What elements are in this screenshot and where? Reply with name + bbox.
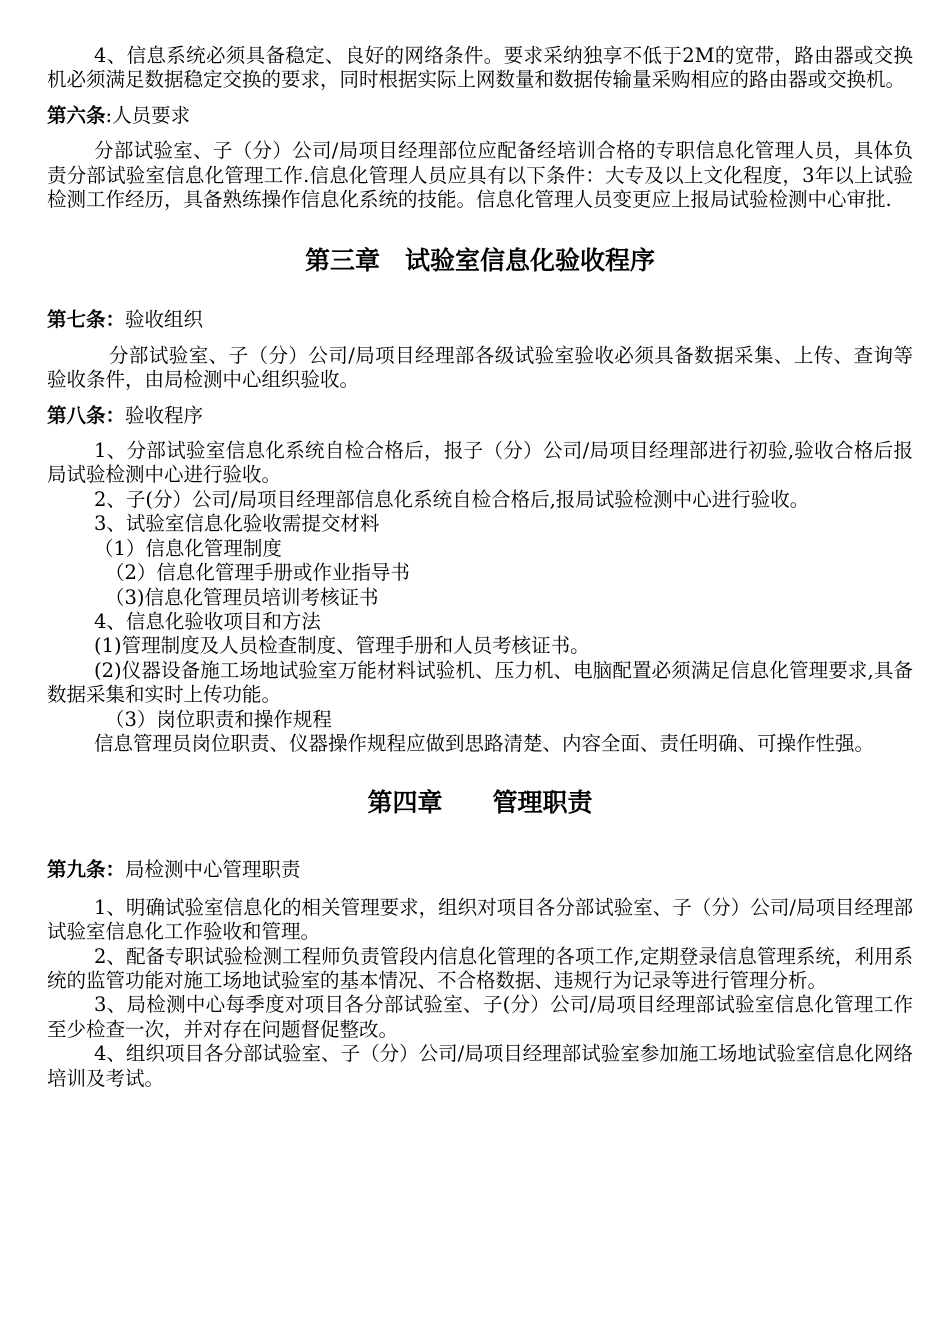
article-8-item4-3-body: 信息管理员岗位职责、仪器操作规程应做到思路清楚、内容全面、责任明确、可操作性强。 (94, 731, 875, 755)
article-8-item4-3: （3）岗位职责和操作规程 (105, 707, 332, 731)
paragraph-sec5-item4: 4、信息系统必须具备稳定、良好的网络条件。要求采纳独享不低于2M的宽带，路由器或交换机必须满足数据稳定交换的要求，同时根据实际上网数量和数据传输量采购相应的路由器或交换机。 (47, 44, 913, 92)
article-7-body: 分部试验室、子（分）公司/局项目经理部各级试验室验收必须具备数据采集、上传、查询等验收条件，由局检测中心组织验收。 (47, 343, 913, 392)
article-8-item3: 3、试验室信息化验收需提交材料 (94, 512, 380, 536)
article-6-heading: :人员要求 (105, 103, 191, 127)
article-8-item4-1: (1)管理制度及人员检查制度、管理手册和人员考核证书。 (94, 634, 590, 658)
article-9-item3: 3、局检测中心每季度对项目各分部试验室、子(分）公司/局项目经理部试验室信息化管理工作至少检查一次，并对存在问题督促整改。 (47, 993, 913, 1041)
article-7-heading: 验收组织 (125, 308, 204, 332)
article-6-title: 第六条 (47, 103, 106, 127)
article-7-line (47, 308, 913, 332)
chapter-4-title: 第四章 管理职责 (367, 788, 593, 818)
article-8-item2: 2、子(分）公司/局项目经理部信息化系统自检合格后,报局试验检测中心进行验收。 (94, 487, 810, 511)
article-9-item1: 1、明确试验室信息化的相关管理要求，组织对项目各分部试验室、子（分）公司/局项目经理部试验室信息化工作验收和管理。 (47, 895, 913, 944)
article-9-line (47, 858, 913, 882)
article-8-line (47, 404, 913, 428)
chapter-3-title: 第三章 试验室信息化验收程序 (304, 246, 655, 276)
article-8-heading: 验收程序 (125, 403, 204, 427)
article-6-line (47, 104, 913, 128)
article-7-title: 第七条： (47, 308, 126, 332)
article-8-item4: 4、信息化验收项目和方法 (94, 609, 321, 633)
article-8-title: 第八条： (47, 403, 126, 427)
document-page (47, 44, 913, 1091)
article-9-item4: 4、组织项目各分部试验室、子（分）公司/局项目经理部试验室参加施工场地试验室信息化网络培训及考试。 (47, 1042, 913, 1090)
article-8-item3-1: （1）信息化管理制度 (94, 536, 282, 560)
article-8-item4-2: (2)仪器设备施工场地试验室万能材料试验机、压力机、电脑配置必须满足信息化管理要求,具备数据采集和实时上传功能。 (47, 658, 913, 707)
article-8-item3-2: （2）信息化管理手册或作业指导书 (105, 561, 410, 585)
article-6-body: 分部试验室、子（分）公司/局项目经理部位应配备经培训合格的专职信息化管理人员，具体负责分部试验室信息化管理工作.信息化管理人员应具有以下条件：大专及以上文化程度，3年以上试验检测工作经历，具备熟练操作信息化系统的技能。信息化管理人员变更应上报局试验检测中心审批. (47, 139, 913, 212)
article-9-title: 第九条： (47, 858, 126, 882)
article-9-heading: 局检测中心管理职责 (125, 858, 301, 882)
article-8-item3-3: （3)信息化管理员培训考核证书 (105, 585, 379, 609)
article-9-item2: 2、配备专职试验检测工程师负责管段内信息化管理的各项工作,定期登录信息管理系统，利用系统的监管功能对施工场地试验室的基本情况、不合格数据、违规行为记录等进行管理分析。 (47, 944, 913, 992)
article-8-item1: 1、分部试验室信息化系统自检合格后，报子（分）公司/局项目经理部进行初验,验收合格后报局试验检测中心进行验收。 (47, 439, 913, 487)
